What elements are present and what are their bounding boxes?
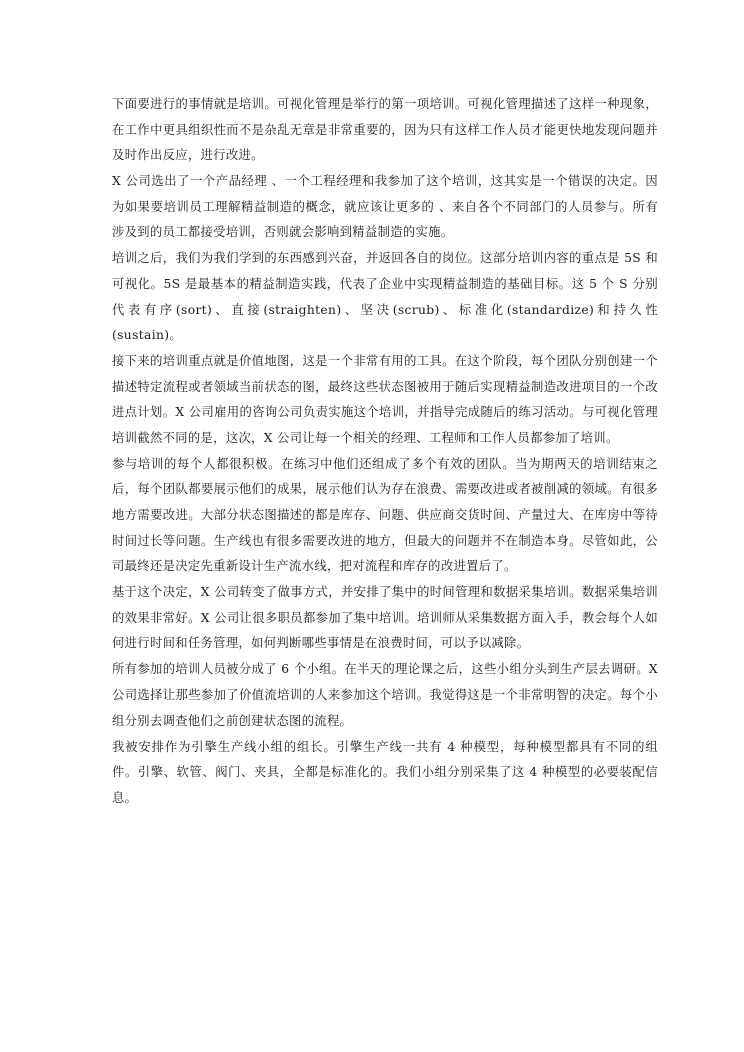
paragraph: 接下来的培训重点就是价值地图，这是一个非常有用的工具。在这个阶段，每个团队分别创建一个描述特定流程或者领域当前状态的图，最终这些状态图被用于随后实现精益制造改进项目的一个改进点计划。X 公司雇用的咨询公司负责实施这个培训，并指导完成随后的练习活动。与可视化管理培训截然不同的是，这次，X 公司让每一个相关的经理、工程师和工作人员都参加了培训。 [112, 354, 658, 445]
paragraph: 下面要进行的事情就是培训。可视化管理是举行的第一项培训。可视化管理描述了这样一种现象，在工作中更具组织性而不是杂乱无章是非常重要的，因为只有这样工作人员才能更快地发现问题并及时作出反应，进行改进。 [112, 97, 658, 163]
paragraph: X 公司选出了一个产品经理 、一个工程经理和我参加了这个培训，这其实是一个错误的决定。因为如果要培训员工理解精益制造的概念，就应该让更多的 、来自各个不同部门的人员参与。所有涉及到的员工都接受培训，否则就会影响到精益制造的实施。 [112, 174, 658, 240]
paragraph: 培训之后，我们为我们学到的东西感到兴奋，并返回各自的岗位。这部分培训内容的重点是 5S 和可视化。5S 是最基本的精益制造实践，代表了企业中实现精益制造的基础目标。这 5 个 S 分别代表有序(sort)、直接(straighten)、坚决(scrub)、标准化(standardize)和持久性(sustain)。 [112, 251, 658, 343]
paragraph: 基于这个决定，X 公司转变了做事方式，并安排了集中的时间管理和数据采集培训。数据采集培训的效果非常好。X 公司让很多职员都参加了集中培训。培训师从采集数据方面入手，教会每个人如何进行时间和任务管理，如何判断哪些事情是在浪费时间，可以予以减除。 [112, 585, 658, 651]
document-body [112, 92, 658, 811]
paragraph: 所有参加的培训人员被分成了 6 个小组。在半天的理论课之后，这些小组分头到生产层去调研。X 公司选择让那些参加了价值流培训的人来参加这个培训。我觉得这是一个非常明智的决定。每个小组分别去调查他们之前创建状态图的流程。 [112, 662, 658, 728]
paragraph: 我被安排作为引擎生产线小组的组长。引擎生产线一共有 4 种模型，每种模型都具有不同的组件。引擎、软管、阀门、夹具，全都是标准化的。我们小组分别采集了这 4 种模型的必要装配信息。 [112, 739, 658, 805]
paragraph: 参与培训的每个人都很积极。在练习中他们还组成了多个有效的团队。当为期两天的培训结束之后，每个团队都要展示他们的成果，展示他们认为存在浪费、需要改进或者被削减的领域。有很多地方需要改进。大部分状态图描述的都是库存、问题、供应商交货时间、产量过大、在库房中等待时间过长等问题。生产线也有很多需要改进的地方，但最大的问题并不在制造本身。尽管如此，公司最终还是决定先重新设计生产流水线，把对流程和库存的改进置后了。 [112, 456, 658, 574]
